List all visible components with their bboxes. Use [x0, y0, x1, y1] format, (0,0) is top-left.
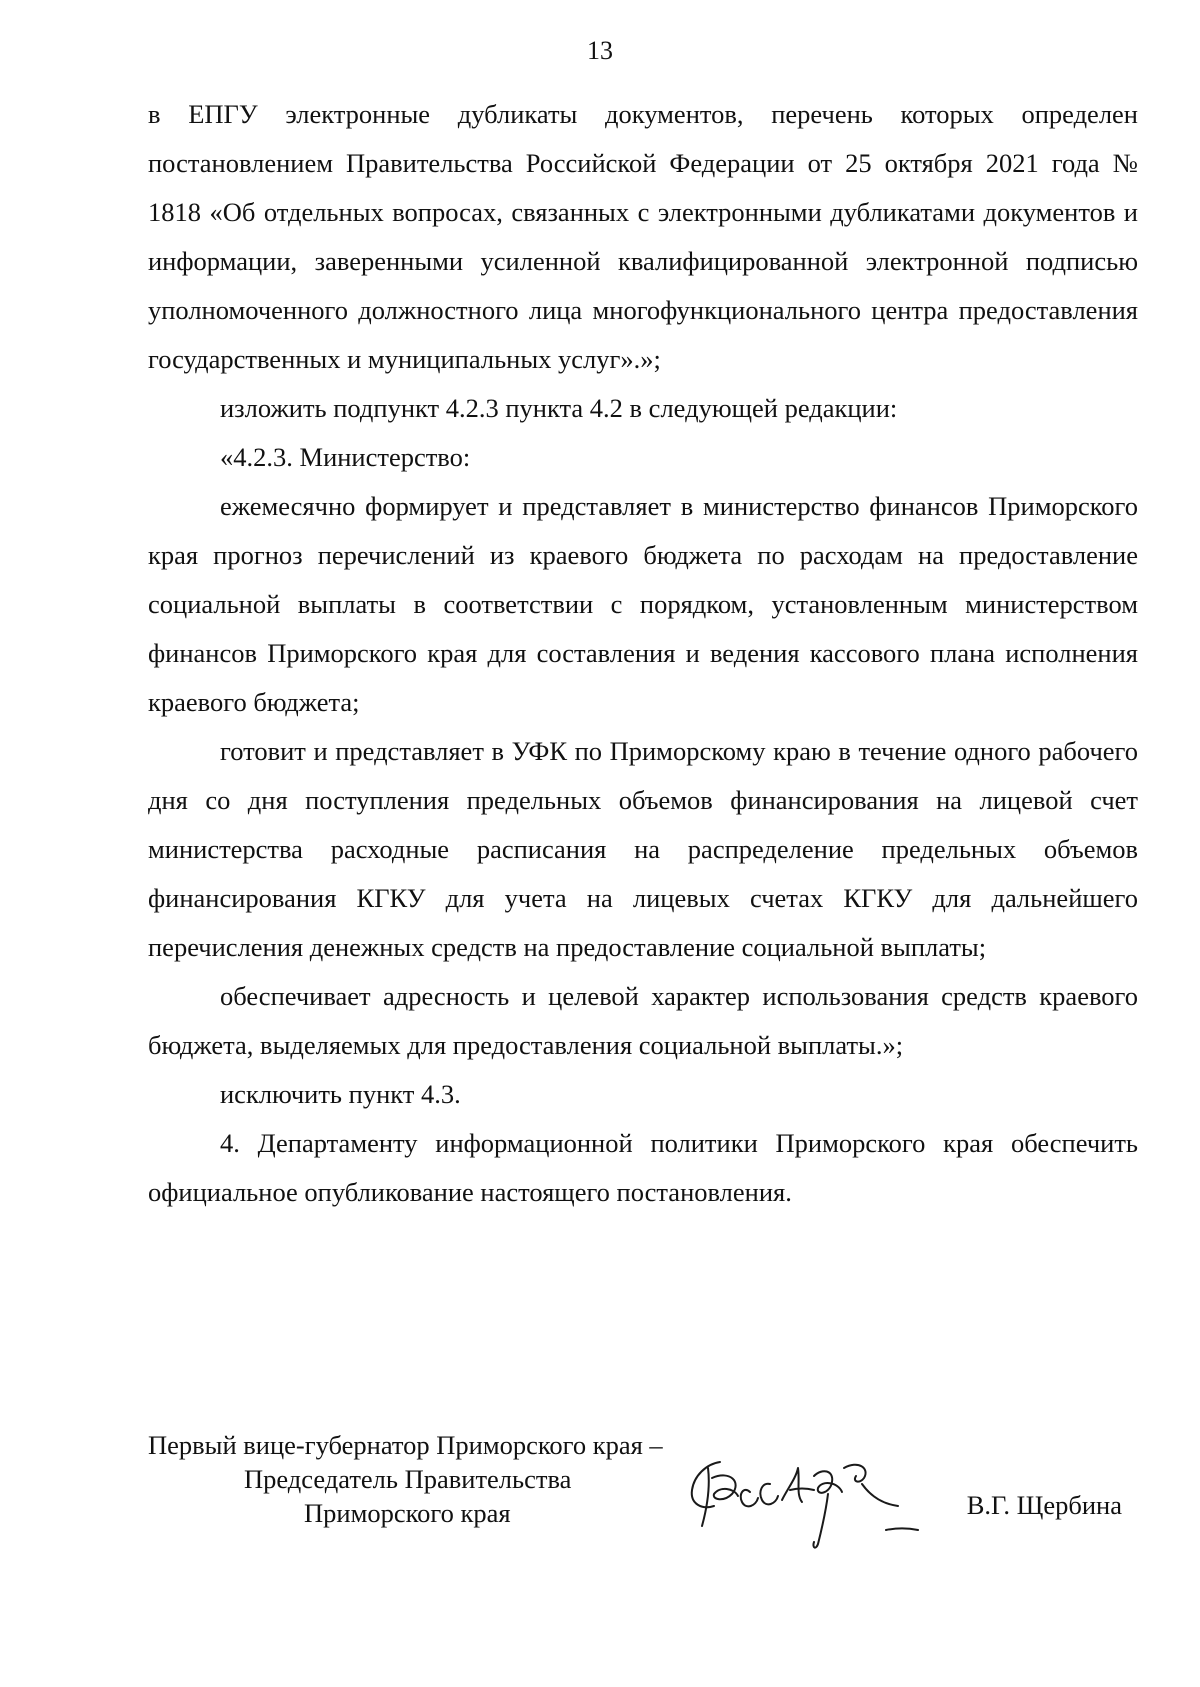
- paragraph-targeted-use: обеспечивает адресность и целевой характер использования средств краевого бюджета, выделяемых для предоставления социальной выплаты.»;: [148, 981, 1138, 1060]
- signatory-title-line-3: Приморского края: [304, 1498, 511, 1528]
- paragraph-4-2-3-ministry: «4.2.3. Министерство:: [220, 442, 471, 472]
- document-body: [148, 90, 1138, 1217]
- paragraph-epgu-duplicates: в ЕПГУ электронные дубликаты документов, перечень которых определен постановлением Правительства Российской Федерации от 25 октября 2021 года № 1818 «Об отдельных вопросах, связанных с электронными дубликатами документов и информации, заверенными усиленной квалифицированной электронной подписью уполномоченного должностного лица многофункционального центра предоставления государственных и муниципальных услуг».»;: [148, 99, 1138, 374]
- paragraph-publication: 4. Департаменту информационной политики Приморского края обеспечить официальное опубликование настоящего постановления.: [148, 1128, 1138, 1207]
- signatory-name: В.Г. Щербина: [966, 1490, 1122, 1520]
- page-number: 13: [587, 36, 613, 65]
- handwritten-signature-icon: [672, 1448, 932, 1558]
- paragraph-monthly-forecast: ежемесячно формирует и представляет в министерство финансов Приморского края прогноз перечислений из краевого бюджета по расходам на предоставление социальной выплаты в соответствии с порядком, установленным министерством финансов Приморского края для составления и ведения кассового плана исполнения краевого бюджета;: [148, 491, 1138, 717]
- paragraph-amend-4-2-3: изложить подпункт 4.2.3 пункта 4.2 в следующей редакции:: [220, 393, 898, 423]
- paragraph-exclude-4-3: исключить пункт 4.3.: [220, 1079, 461, 1109]
- paragraph-expense-schedules: готовит и представляет в УФК по Приморскому краю в течение одного рабочего дня со дня поступления предельных объемов финансирования на лицевой счет министерства расходные расписания на распределение предельных объемов финансирования КГКУ для учета на лицевых счетах КГКУ для дальнейшего перечисления денежных средств на предоставление социальной выплаты;: [148, 736, 1138, 962]
- signatory-title-line-1: Первый вице-губернатор Приморского края –: [148, 1430, 663, 1460]
- signature-block: [148, 1428, 1138, 1558]
- signatory-title-line-2: Председатель Правительства: [244, 1464, 572, 1494]
